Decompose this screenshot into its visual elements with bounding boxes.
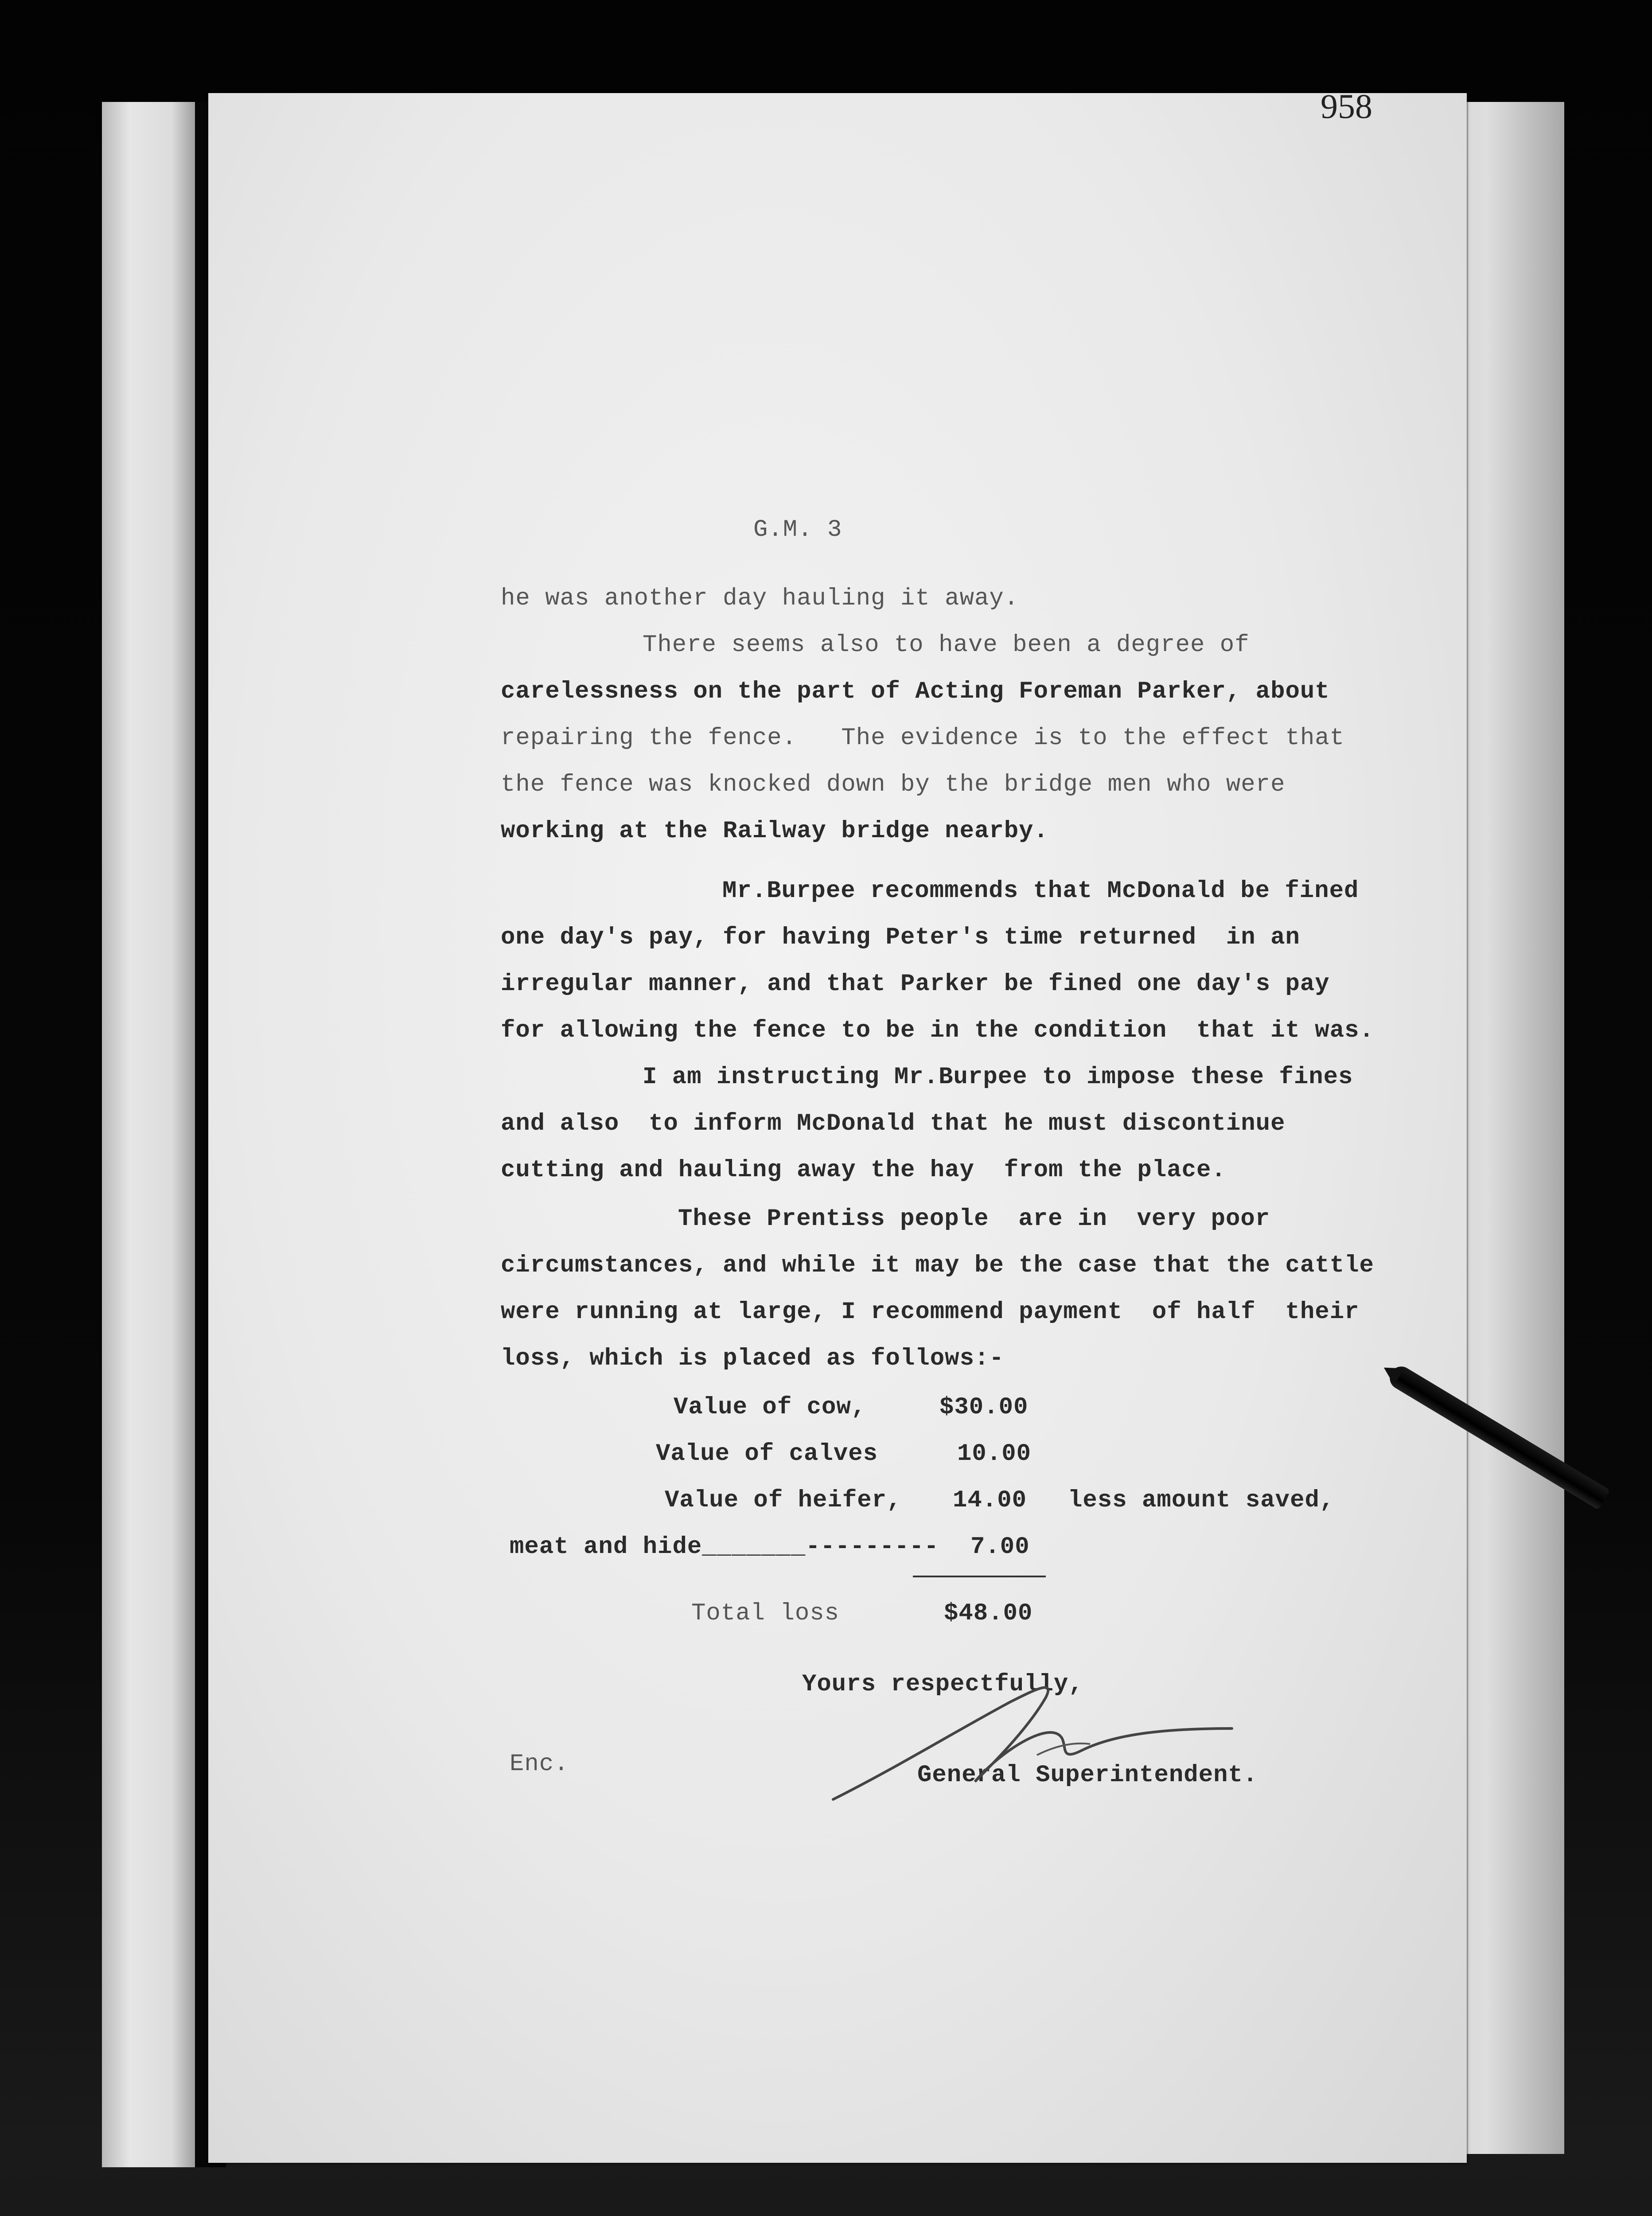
loss-amount: 14.00 — [953, 1487, 1027, 1514]
signatory-title: General Superintendent. — [917, 1762, 1258, 1789]
paragraph-line: he was another day hauling it away. — [501, 585, 1019, 612]
loss-label: meat and hide_______--------- — [510, 1533, 939, 1561]
loss-note: less amount saved, — [1068, 1487, 1335, 1514]
paragraph-line: cutting and hauling away the hay from the place. — [501, 1157, 1226, 1184]
handwritten-signature — [807, 1666, 1250, 1817]
paragraph-line: the fence was knocked down by the bridge men who were — [501, 771, 1286, 798]
paragraph-line: for allowing the fence to be in the condition that it was. — [501, 1017, 1374, 1044]
loss-label: Value of cow, — [674, 1394, 866, 1421]
paragraph-line: working at the Railway bridge nearby. — [501, 818, 1048, 845]
paragraph-line: Mr.Burpee recommends that McDonald be fined — [722, 878, 1359, 905]
loss-amount: $30.00 — [939, 1394, 1029, 1421]
paragraph-line: loss, which is placed as follows:- — [501, 1345, 1004, 1372]
loss-amount: 7.00 — [970, 1533, 1030, 1561]
paragraph-line: were running at large, I recommend payment of half their — [501, 1299, 1360, 1326]
paragraph-line: carelessness on the part of Acting Foreman Parker, about — [501, 678, 1330, 705]
paragraph-line: I am instructing Mr.Burpee to impose these fines — [643, 1064, 1353, 1091]
loss-label: Value of heifer, — [665, 1487, 902, 1514]
total-rule — [913, 1576, 1046, 1577]
total-amount: $48.00 — [944, 1600, 1033, 1627]
enclosure-note: Enc. — [510, 1751, 569, 1778]
paragraph-line: There seems also to have been a degree of — [643, 632, 1250, 659]
paragraph-line: repairing the fence. The evidence is to the effect that — [501, 725, 1345, 752]
loss-label: Value of calves — [656, 1440, 878, 1467]
loss-amount: 10.00 — [957, 1440, 1032, 1467]
page-number: 958 — [1321, 87, 1372, 125]
paragraph-line: circumstances, and while it may be the case that the cattle — [501, 1252, 1374, 1279]
paragraph-line: irregular manner, and that Parker be fined one day's pay — [501, 971, 1330, 998]
paragraph-line: and also to inform McDonald that he must discontinue — [501, 1110, 1286, 1137]
closing: Yours respectfully, — [802, 1671, 1083, 1698]
paragraph-line: one day's pay, for having Peter's time returned in an — [501, 924, 1300, 951]
letter-header: G.M. 3 — [753, 516, 842, 543]
paragraph-line: These Prentiss people are in very poor — [678, 1206, 1270, 1233]
total-label: Total loss — [691, 1600, 840, 1627]
